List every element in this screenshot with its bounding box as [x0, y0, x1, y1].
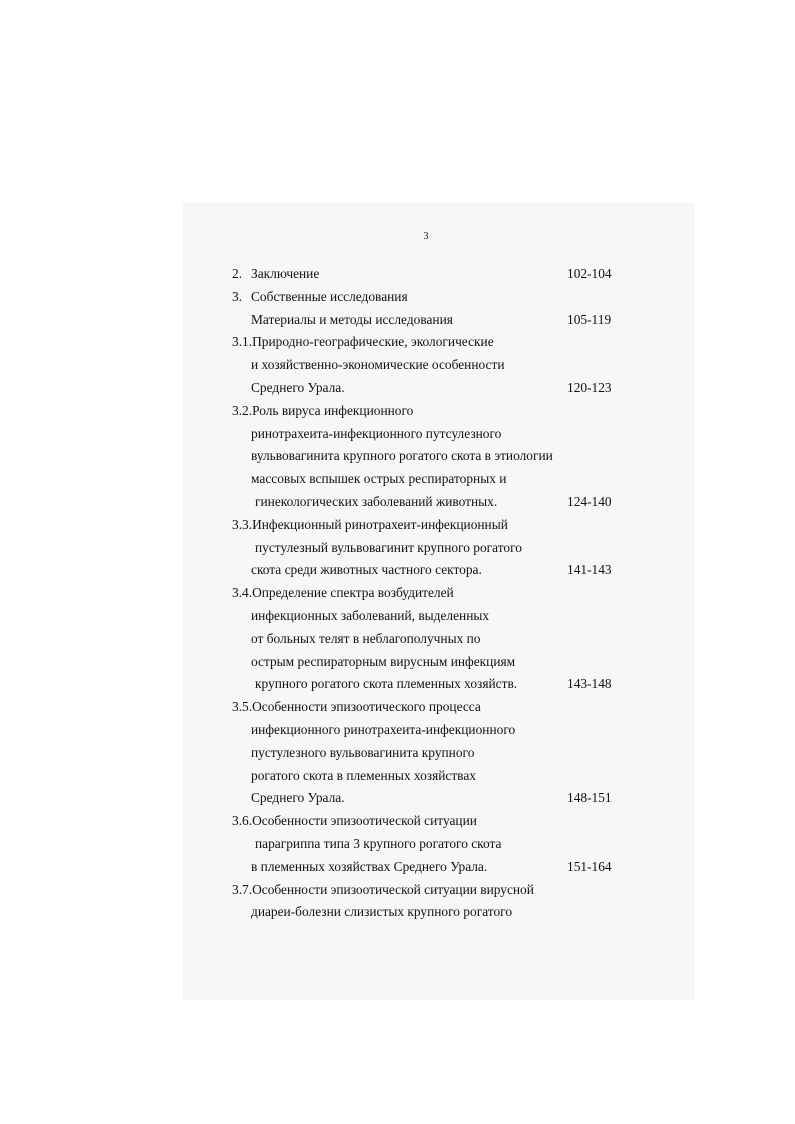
- toc-entry: [0, 810, 795, 833]
- toc-entry: [0, 582, 795, 605]
- toc-entry-title: и хозяйственно-экономические особенности: [251, 357, 505, 373]
- toc-entry: [0, 537, 795, 560]
- toc-entry-title: Материалы и методы исследования: [251, 311, 453, 327]
- toc-entry: [0, 742, 795, 765]
- toc-entry-title: острым респираторным вирусным инфекциям: [251, 653, 516, 669]
- toc-entry: [0, 286, 795, 309]
- toc-entry-title: от больных телят в неблагополучных по: [251, 630, 481, 646]
- toc-entry: [0, 765, 795, 788]
- toc-entry-title: 3.1.Природно-географические, экологические: [232, 334, 494, 350]
- toc-entry: [0, 377, 795, 400]
- toc-entry-pages: 124-140: [567, 493, 612, 509]
- toc-entry: [0, 445, 795, 468]
- toc-entry-pages: 102-104: [567, 266, 612, 281]
- toc-entry: [0, 354, 795, 377]
- toc-entry-title: пустулезный вульвовагинит крупного рогатого: [255, 539, 522, 555]
- toc-entry-number: 2.: [232, 266, 243, 281]
- toc-entry: [0, 901, 795, 924]
- toc-entry-title: инфекционного ринотрахеита-инфекционного: [251, 721, 516, 737]
- toc-entry: [0, 468, 795, 491]
- toc-entry: [0, 787, 795, 810]
- toc-entry-pages: 141-143: [567, 562, 612, 578]
- toc-entry-title: 3.6.Особенности эпизоотической ситуации: [232, 813, 477, 829]
- toc-entry-title: Среднего Урала.: [251, 790, 345, 806]
- toc-entry: [0, 514, 795, 537]
- toc-entry-title: Заключение: [251, 266, 320, 281]
- toc-entry-pages: 143-148: [567, 676, 612, 692]
- table-of-contents: [0, 263, 795, 924]
- toc-entry: [0, 605, 795, 628]
- toc-entry-title: парагриппа типа 3 крупного рогатого скота: [255, 835, 502, 851]
- toc-entry-title: гинекологических заболеваний животных.: [255, 493, 498, 509]
- toc-entry-title: в племенных хозяйствах Среднего Урала.: [251, 858, 488, 874]
- toc-entry-pages: 148-151: [567, 790, 612, 806]
- toc-entry-number: 3.: [232, 288, 243, 304]
- toc-entry-title: 3.4.Определение спектра возбудителей: [232, 585, 454, 601]
- toc-entry: [0, 651, 795, 674]
- toc-entry-title: 3.7.Особенности эпизоотической ситуации вирусной: [232, 881, 534, 897]
- toc-entry-title: рогатого скота в племенных хозяйствах: [251, 767, 476, 783]
- toc-entry: [0, 628, 795, 651]
- toc-entry-title: диареи-болезни слизистых крупного рогатого: [251, 904, 513, 920]
- toc-entry-title: Собственные исследования: [251, 288, 408, 304]
- toc-entry: [0, 559, 795, 582]
- toc-entry-pages: 105-119: [567, 311, 612, 327]
- toc-entry: [0, 423, 795, 446]
- toc-entry: [0, 696, 795, 719]
- toc-entry-title: крупного рогатого скота племенных хозяйств.: [255, 676, 518, 692]
- toc-entry-title: вульвовагинита крупного рогатого скота в этиологии: [251, 448, 553, 464]
- toc-entry: [0, 331, 795, 354]
- toc-entry: [0, 879, 795, 902]
- toc-entry-title: массовых вспышек острых респираторных и: [251, 471, 507, 487]
- toc-entry-title: скота среди животных частного сектора.: [251, 562, 482, 578]
- toc-entry: [0, 263, 795, 286]
- toc-entry-pages: 120-123: [567, 379, 612, 395]
- toc-entry: [0, 400, 795, 423]
- toc-entry: [0, 673, 795, 696]
- toc-entry: [0, 719, 795, 742]
- toc-entry-title: 3.5.Особенности эпизоотического процесса: [232, 699, 481, 715]
- page-number: 3: [423, 231, 429, 242]
- toc-entry-pages: 151-164: [567, 858, 612, 874]
- toc-entry: [0, 833, 795, 856]
- toc-entry-title: ринотрахеита-инфекционного путсулезного: [251, 425, 502, 441]
- toc-entry-title: 3.3.Инфекционный ринотрахеит-инфекционный: [232, 516, 508, 532]
- toc-entry: [0, 491, 795, 514]
- toc-entry-title: Среднего Урала.: [251, 379, 345, 395]
- toc-entry-title: инфекционных заболеваний, выделенных: [251, 607, 490, 623]
- toc-entry: [0, 856, 795, 879]
- toc-entry: [0, 309, 795, 332]
- toc-entry-title: пустулезного вульвовагинита крупного: [251, 744, 475, 760]
- toc-entry-title: 3.2.Роль вируса инфекционного: [232, 402, 414, 418]
